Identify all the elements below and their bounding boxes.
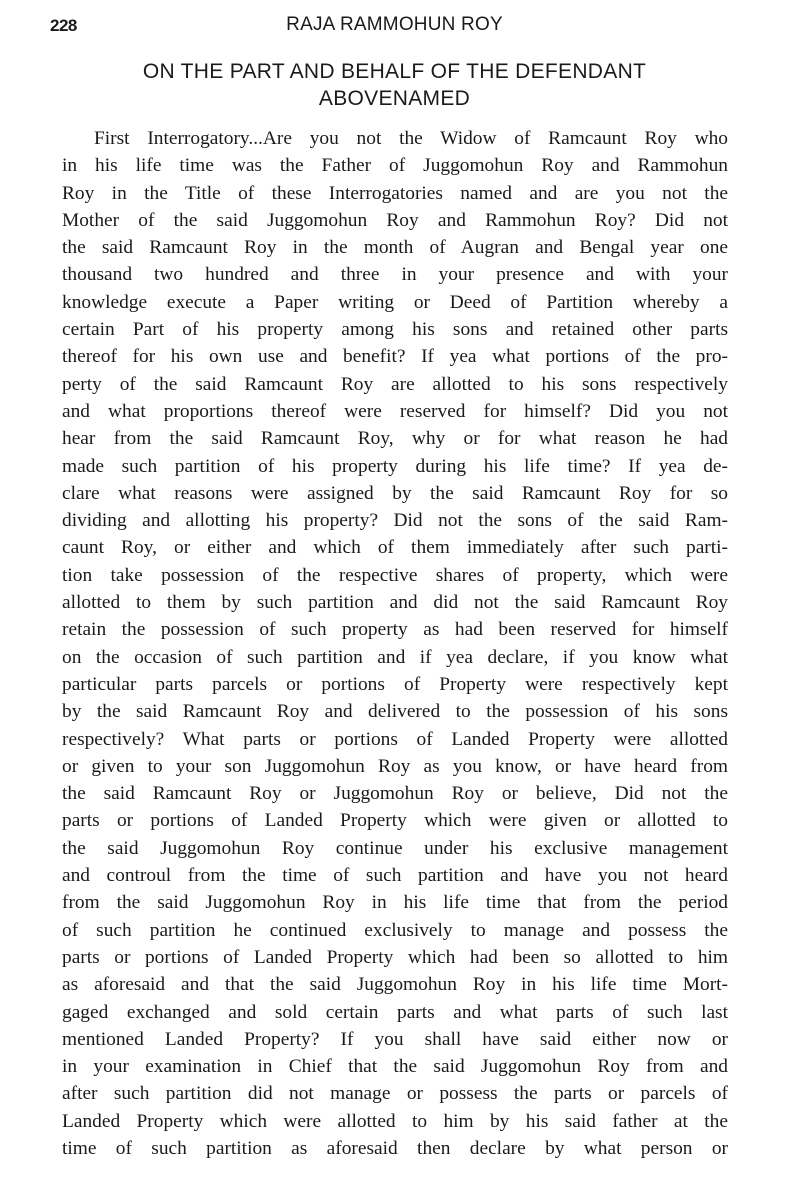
text-line: time of such partition as aforesaid then declare by what person or xyxy=(62,1137,728,1159)
text-line: mentioned Landed Property? If you shall have said either now or xyxy=(62,1028,728,1050)
text-line: and controul from the time of such partition and have you not heard xyxy=(62,865,728,887)
text-line: thousand two hundred and three in your presence and with your xyxy=(62,264,728,286)
text-line: or given to your son Juggomohun Roy as you know, or have heard from xyxy=(62,755,728,777)
text-line: retain the possession of such property as had been reserved for himself xyxy=(62,619,728,641)
text-line: after such partition did not manage or possess the parts or parcels of xyxy=(62,1083,728,1105)
text-line: perty of the said Ramcaunt Roy are allotted to his sons respectively xyxy=(62,373,728,395)
section-heading xyxy=(60,58,729,112)
text-line: Landed Property which were allotted to him by his said father at the xyxy=(62,1110,728,1132)
text-line: knowledge execute a Paper writing or Deed of Partition whereby a xyxy=(62,291,728,313)
text-line: hear from the said Ramcaunt Roy, why or for what reason he had xyxy=(62,428,728,450)
text-line: clare what reasons were assigned by the said Ramcaunt Roy for so xyxy=(62,482,728,504)
text-line: made such partition of his property during his life time? If yea de- xyxy=(62,455,728,477)
text-line: certain Part of his property among his sons and retained other parts xyxy=(62,319,728,341)
text-line: thereof for his own use and benefit? If yea what portions of the pro- xyxy=(62,346,728,368)
text-line: of such partition he continued exclusively to manage and possess the xyxy=(62,919,728,941)
section-heading-line-2: ABOVENAMED xyxy=(318,87,471,110)
interrogatory-text xyxy=(62,125,728,1162)
text-line: Mother of the said Juggomohun Roy and Rammohun Roy? Did not xyxy=(62,209,728,231)
text-line: from the said Juggomohun Roy in his life time that from the period xyxy=(62,892,728,914)
text-line: gaged exchanged and sold certain parts and what parts of such last xyxy=(62,1001,728,1023)
text-line: First Interrogatory...Are you not the Widow of Ramcaunt Roy who xyxy=(94,128,728,149)
text-line: the said Ramcaunt Roy or Juggomohun Roy or believe, Did not the xyxy=(62,783,728,805)
text-line: and what proportions thereof were reserved for himself? Did you not xyxy=(62,400,728,422)
text-line: on the occasion of such partition and if yea declare, if you know what xyxy=(62,646,728,668)
text-line: parts or portions of Landed Property which had been so allotted to him xyxy=(62,946,728,968)
text-line: parts or portions of Landed Property which were given or allotted to xyxy=(62,810,728,832)
text-line: caunt Roy, or either and which of them immediately after such parti- xyxy=(62,537,728,559)
text-line: dividing and allotting his property? Did not the sons of the said Ram- xyxy=(62,510,728,532)
text-line: tion take possession of the respective shares of property, which were xyxy=(62,564,728,586)
page-number: 228 xyxy=(50,16,77,35)
text-line: in his life time was the Father of Juggomohun Roy and Rammohun xyxy=(62,155,728,177)
text-line: particular parts parcels or portions of Property were respectively kept xyxy=(62,673,728,695)
section-heading-line-1: ON THE PART AND BEHALF OF THE DEFENDANT xyxy=(142,60,647,83)
text-line: the said Ramcaunt Roy in the month of Augran and Bengal year one xyxy=(62,237,728,259)
running-title: RAJA RAMMOHUN ROY xyxy=(286,14,503,35)
running-head xyxy=(0,10,789,40)
text-line: respectively? What parts or portions of Landed Property were allotted xyxy=(62,728,728,750)
text-line: by the said Ramcaunt Roy and delivered to the possession of his sons xyxy=(62,701,728,723)
text-line: allotted to them by such partition and did not the said Ramcaunt Roy xyxy=(62,592,728,614)
text-line: the said Juggomohun Roy continue under his exclusive management xyxy=(62,837,728,859)
text-line: Roy in the Title of these Interrogatories named and are you not the xyxy=(62,182,728,204)
text-line: in your examination in Chief that the said Juggomohun Roy from and xyxy=(62,1056,728,1078)
text-line: as aforesaid and that the said Juggomohun Roy in his life time Mort- xyxy=(62,974,728,996)
